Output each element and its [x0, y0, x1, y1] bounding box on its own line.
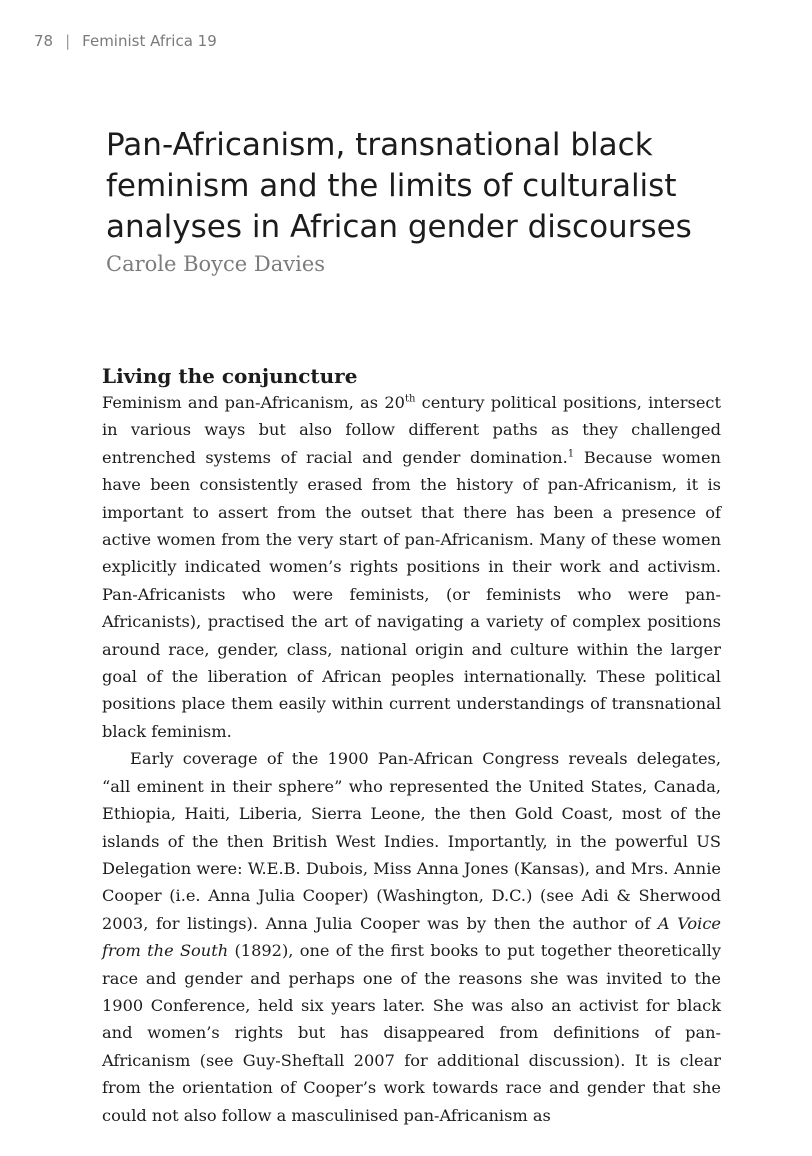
paragraph-1-text-a: Feminism and pan-Africanism, as 20	[102, 393, 405, 412]
paragraph-2	[102, 745, 721, 1129]
article-title-block	[106, 125, 726, 276]
section-heading: Living the conjuncture	[102, 364, 358, 388]
journal-name: Feminist Africa 19	[82, 32, 217, 50]
header-separator: |	[65, 32, 71, 50]
book-title: A Voice from the South	[102, 913, 721, 961]
article-body	[102, 364, 721, 1129]
paragraph-1-text-b: century political positions, intersect in various ways but also follow different paths as they challenged entrenched systems of racial and gender domination.	[102, 393, 721, 467]
paragraph-2-text-b: (1892), one of the first books to put together theoretically race and gender and perhaps one of the reasons she was invited to the 1900 Conference, held six years later. She was also an activist for black and women’s rights but has disappeared from definitions of pan-Africanism (see Guy-Sheftall 2007 for additional discussion). It is clear from the orientation of Cooper’s work towards race and gender that she could not also follow a masculinised pan-Africanism as	[102, 941, 721, 1125]
footnote-ref-1: 1	[567, 448, 575, 460]
paragraph-1	[102, 389, 721, 745]
running-header	[34, 32, 217, 50]
article-title: Pan-Africanism, transnational black feminism and the limits of culturalist analyses in African gender discourses	[106, 127, 692, 245]
paragraph-1-text-c: Because women have been consistently erased from the history of pan-Africanism, it is important to assert from the outset that there has been a presence of active women from the very start of pan-Africanism. Many of these women explicitly indicated women’s rights positions in their work and activism. Pan-Africanists who were feminists, (or feminists who were pan-Africanists), practised the art of navigating a variety of complex positions around race, gender, class, national origin and culture within the larger goal of the liberation of African peoples internationally. These political positions place them easily within current understandings of transnational black feminism.	[102, 447, 721, 741]
superscript-th: th	[404, 393, 416, 405]
page-number: 78	[34, 32, 54, 50]
article-author: Carole Boyce Davies	[106, 252, 326, 276]
paragraph-2-text-a: Early coverage of the 1900 Pan-African Congress reveals delegates, “all eminent in their sphere” who represented the United States, Canada, Ethiopia, Haiti, Liberia, Sierra Leone, the then Gold Coast, most of the islands of the then British West Indies. Importantly, in the powerful US Delegation were: W.E.B. Dubois, Miss Anna Jones (Kansas), and Mrs. Annie Cooper (i.e. Anna Julia Cooper) (Washington, D.C.) (see Adi & Sherwood 2003, for listings). Anna Julia Cooper was by then the author of	[102, 749, 721, 933]
